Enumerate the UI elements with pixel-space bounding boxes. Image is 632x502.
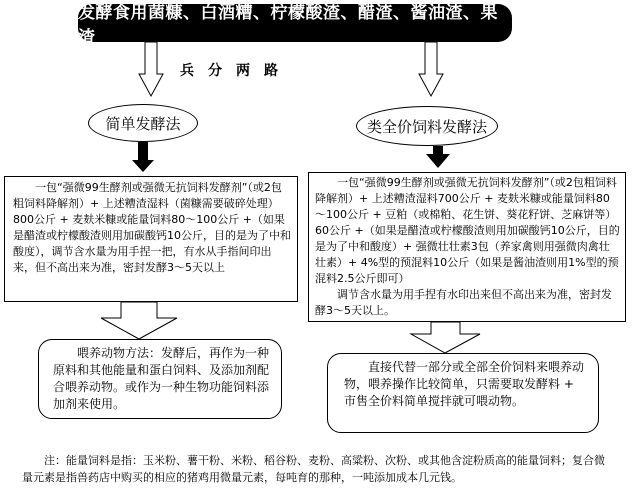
simple-usage-box — [38, 339, 282, 419]
title-banner — [78, 3, 512, 48]
triangle-arrow-right — [411, 322, 480, 353]
simple-recipe-box — [4, 176, 298, 302]
solid-arrow-left — [132, 142, 154, 172]
footnote-text: 注：能量饲料是指：玉米粉、薯干粉、米粉、稻谷粉、麦粉、高粱粉、次粉、或其他含淀粉质高的能量饲料；复合微量元素是指兽药店中购买的相应的猪鸡用微量元素，每吨育的那种，一吨添加成本几元钱。 — [22, 454, 605, 484]
full-feed-moisture-text: 调节含水量为用手捏有水印出来但不高出来为准，密封发酵3～5天以上。 — [315, 288, 612, 317]
solid-arrow-right — [426, 146, 450, 168]
triangle-arrow-left — [101, 302, 177, 339]
split-label: 兵分两路 — [180, 63, 292, 79]
title-text: 发酵食用菌糠、白酒糟、柠檬酸渣、醋渣、酱油渣、果渣 — [78, 3, 498, 48]
full-feed-recipe-text: 一包“强微99生酵剂或强微无抗饲料发酵剂”（或2包粗饲料降解剂）+ 上述糟渣湿料700公斤 + 麦麸米糠或能量饲料80～100公斤 + 豆粕（或棉粕、花生饼、葵花籽饼、芝麻饼等）60公斤 +（如果是醋渣或柠檬酸渣则用加碳酸钙10公斤，目的是为了中和酸度）+ 强微壮壮素3包（养家禽则用强微肉禽壮壮素）+ 4%型的预混料10公斤（如果是酱油渣则用1%型的预混料2.5公斤即可） — [315, 176, 620, 285]
full-feed-method-label: 类全价饲料发酵法 — [366, 117, 487, 136]
full-feed-usage-box — [327, 353, 599, 433]
simple-fermentation-method — [88, 104, 198, 142]
full-feed-usage-text: 直接代替一部分或全部全价饲料来喂养动物，喂养操作比较简单，只需要取发酵料 + 市售全价料简单搅拌就可喂动物。 — [344, 360, 585, 408]
simple-method-label: 简单发酵法 — [105, 114, 181, 133]
footnote — [22, 452, 612, 486]
full-feed-recipe-box — [308, 172, 626, 322]
hollow-arrow-right — [419, 42, 443, 96]
full-feed-fermentation-method — [356, 106, 498, 146]
simple-recipe-text: 一包“强微99生酵剂或强微无抗饲料发酵剂”（或2包粗饲料降解剂）+ 上述糟渣湿料（菌糠需要破碎处理）800公斤 + 麦麸米糠或能量饲料80～100公斤 +（如果是醋渣或柠檬酸渣则用加碳酸钙10公斤，目的是为了中和酸度），调节含水量为用手捏一把，有水从手指间印出来，但不高出来为准，密封发酵3～5天以上 — [13, 181, 291, 274]
simple-usage-text: 喂养动物方法：发酵后，再作为一种原料和其他能量和蛋白饲料、及添加剂配合喂养动物。或作为一种生物功能饲料添加剂来使用。 — [53, 346, 270, 411]
hollow-arrow-left — [139, 42, 163, 96]
